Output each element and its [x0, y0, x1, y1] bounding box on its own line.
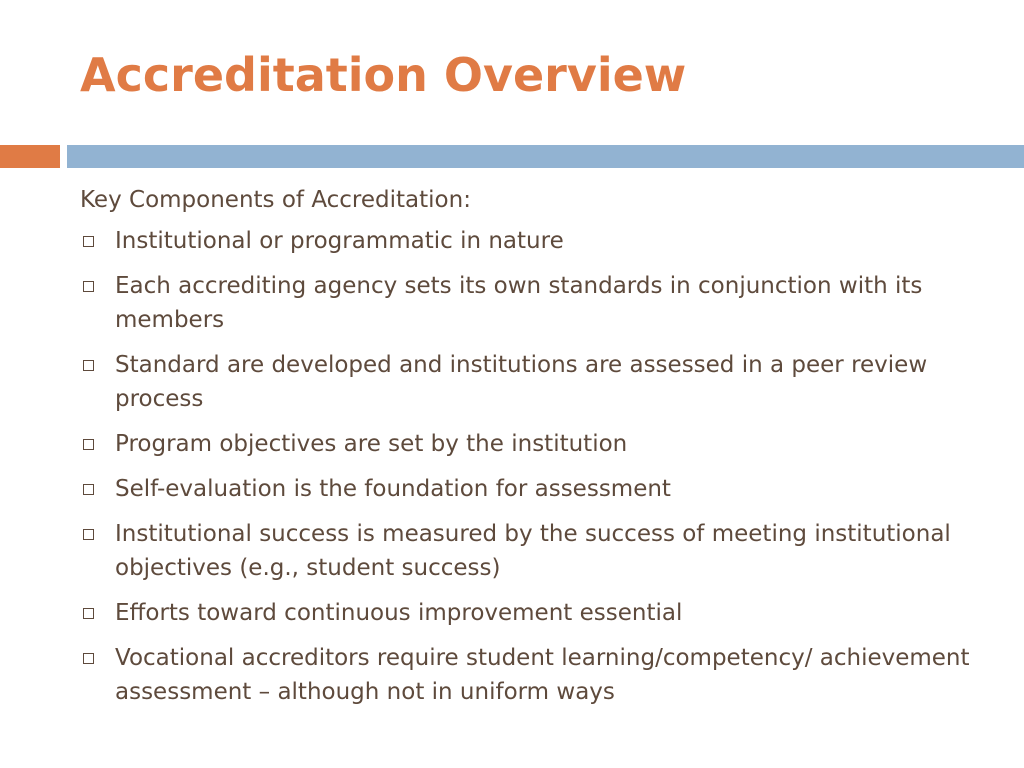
bullet-text: Efforts toward continuous improvement essential [115, 600, 683, 626]
bullet-item [80, 472, 1000, 506]
square-bullet-icon [83, 439, 94, 450]
bullet-item [80, 596, 1000, 630]
square-bullet-icon [83, 529, 94, 540]
bullet-item [80, 224, 1000, 258]
bullet-text: Program objectives are set by the institution [115, 431, 628, 457]
bullet-text: Each accrediting agency sets its own standards in conjunction with its members [115, 273, 923, 333]
title-accent-bar [0, 145, 60, 168]
slide-body [80, 183, 1000, 720]
square-bullet-icon [83, 608, 94, 619]
bullet-text: Institutional success is measured by the success of meeting institutional objectives (e.g., student success) [115, 521, 951, 581]
square-bullet-icon [83, 484, 94, 495]
title-divider-bar [67, 145, 1024, 168]
intro-text: Key Components of Accreditation: [80, 187, 471, 213]
bullet-item [80, 348, 1000, 416]
bullet-list [80, 224, 1000, 709]
square-bullet-icon [83, 281, 94, 292]
square-bullet-icon [83, 653, 94, 664]
bullet-text: Institutional or programmatic in nature [115, 228, 564, 254]
bullet-item [80, 517, 1000, 585]
bullet-item [80, 269, 1000, 337]
bullet-text: Self-evaluation is the foundation for assessment [115, 476, 671, 502]
bullet-text: Standard are developed and institutions are assessed in a peer review process [115, 352, 928, 412]
bullet-item [80, 427, 1000, 461]
slide-title: Accreditation Overview [80, 48, 687, 102]
bullet-text: Vocational accreditors require student learning/competency/ achievement assessment – although not in uniform ways [115, 645, 970, 705]
square-bullet-icon [83, 360, 94, 371]
bullet-item [80, 641, 1000, 709]
square-bullet-icon [83, 236, 94, 247]
